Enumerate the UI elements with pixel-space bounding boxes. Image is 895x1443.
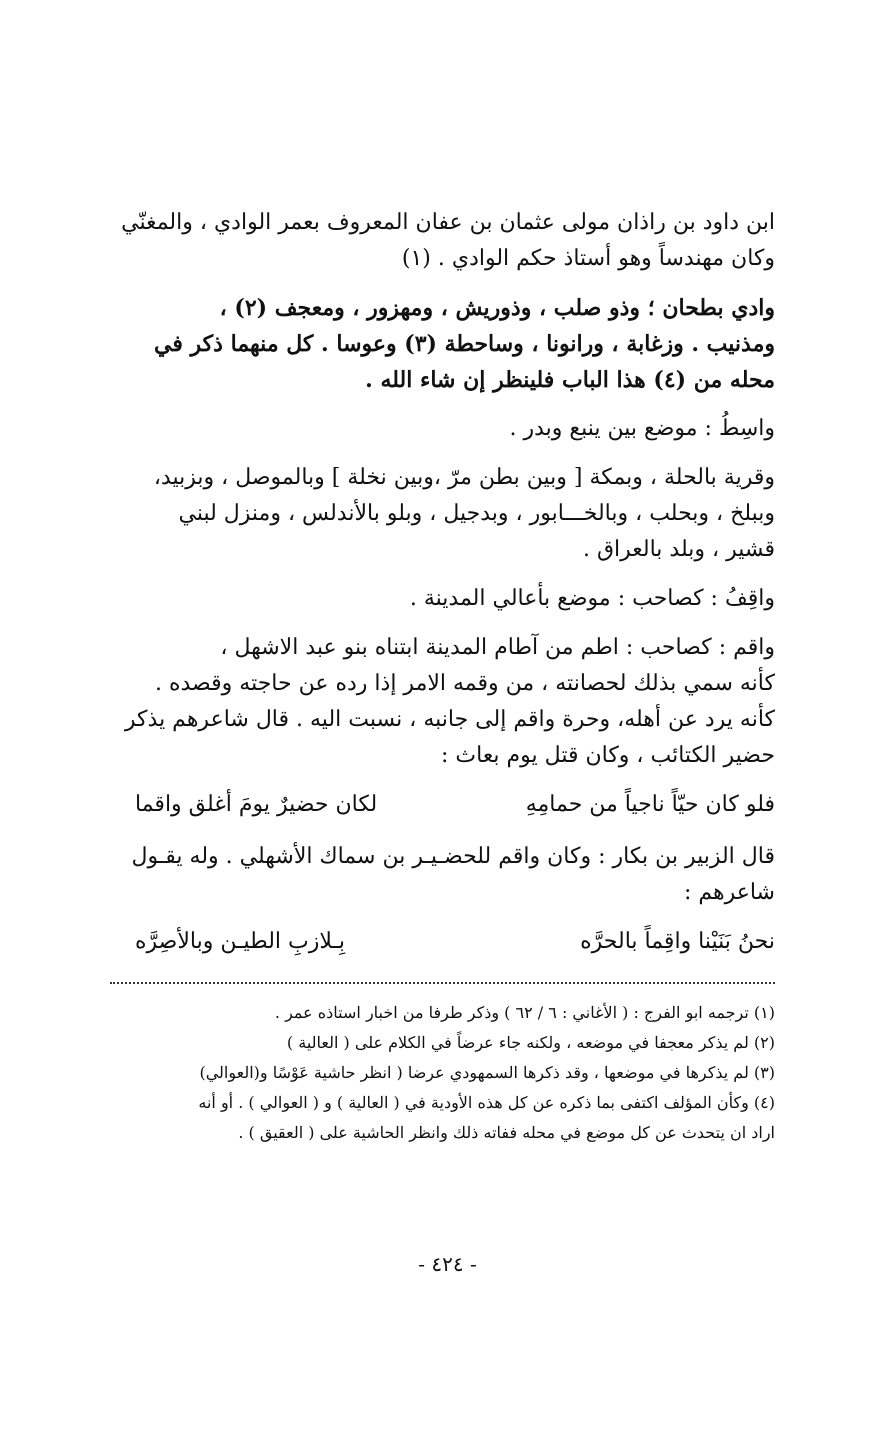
paragraph-6 (95, 630, 775, 774)
paragraph-3 (95, 411, 775, 447)
paragraph-1 (95, 205, 775, 277)
text-line: قال الزبير بن بكار : وكان واقم للحضـيـر بن سماك الأشهلي . وله يقـول (131, 844, 775, 869)
paragraph-2 (95, 290, 775, 398)
text-line: ابن داود بن راذان مولى عثمان بن عفان المعروف بعمر الوادي ، والمغنّي (121, 210, 775, 235)
footnotes (95, 998, 775, 1148)
text-line: واقم : كصاحب : اطم من آطام المدينة ابتناه بنو عبد الاشهل ، (220, 635, 775, 660)
text-line: كأنه سمي بذلك لحصانته ، من وقمه الامر إذا رده عن حاجته وقصده . (155, 671, 775, 696)
paragraph-5 (95, 581, 775, 617)
text-line: وقرية بالحلة ، وبمكة [ وبين بطن مرّ ،وبين نخلة ] وبالموصل ، وبزبيد، (153, 465, 775, 490)
verse-2-second-hemistich: بِـلازبِ الطيـن وبالأصِرَّه (135, 929, 346, 954)
paragraph-7 (95, 839, 775, 911)
footnote-3: (٣) لم يذكرها في موضعها ، وقد ذكرها السمهودي عرضا ( انظر حاشية عَوْسًا و(العوالي) (199, 1063, 775, 1082)
text-line: كأنه يرد عن أهله، وحرة واقم إلى جانبه ، نسبت اليه . قال شاعرهم يذكر (124, 707, 775, 732)
verse-1 (95, 787, 775, 823)
paragraph-4 (95, 460, 775, 568)
verse-2-first-hemistich: نحنُ بَنَيْنا واقِماً بالحرَّه (580, 929, 775, 954)
text-line: وكان مهندساً وهو أستاذ حكم الوادي . (١) (401, 246, 775, 271)
text-line: قشير ، وبلد بالعراق . (582, 537, 775, 562)
text-line: وادي بطحان ؛ وذو صلب ، وذوريش ، ومهزور ، ومعجف (٢) ، (219, 295, 775, 321)
footnote-1: (١) ترجمه ابو الفرج : ( الأغاني : ٦ / ٦٢ ) وذكر طرفا من اخبار استاذه عمر . (274, 1003, 775, 1022)
verse-2 (95, 924, 775, 960)
text-line: حضير الكتائب ، وكان قتل يوم بعاث : (441, 743, 775, 768)
footnote-4: (٤) وكأن المؤلف اكتفى بما ذكره عن كل هذه الأودية في ( العالية ) و ( العوالي ) . أو أنه (198, 1093, 775, 1112)
text-line: وببلخ ، وبحلب ، وبالخـــابور ، وبدجيل ، وبلو بالأندلس ، ومنزل لبني (178, 501, 775, 526)
text-line: ومذنيب . وزغابة ، ورانونا ، وساحطة (٣) وعوسا . كل منهما ذكر في (154, 331, 775, 357)
verse-1-first-hemistich: فلو كان حيّاً ناجياً من حمامِهِ (525, 792, 775, 817)
text-line: محله من (٤) هذا الباب فلينظر إن شاء الله . (365, 367, 775, 393)
footnote-4-continued: اراد ان يتحدث عن كل موضع في محله ففاته ذلك وانظر الحاشية على ( العقيق ) . (238, 1123, 775, 1142)
page-body (95, 205, 775, 1148)
text-line: شاعرهم : (683, 880, 775, 905)
text-line: واقِفُ : كصاحب : موضع بأعالي المدينة . (409, 586, 775, 611)
page-number: - ٤٢٤ - (418, 1252, 477, 1276)
text-line: واسِطُ : موضع بين ينبع وبدر . (509, 416, 775, 441)
verse-1-second-hemistich: لكان حضيرٌ يومَ أغلق واقما (135, 792, 378, 817)
footnote-divider (110, 982, 775, 984)
footnote-2: (٢) لم يذكر معجفا في موضعه ، ولكنه جاء عرضاً في الكلام على ( العالية ) (286, 1033, 775, 1052)
